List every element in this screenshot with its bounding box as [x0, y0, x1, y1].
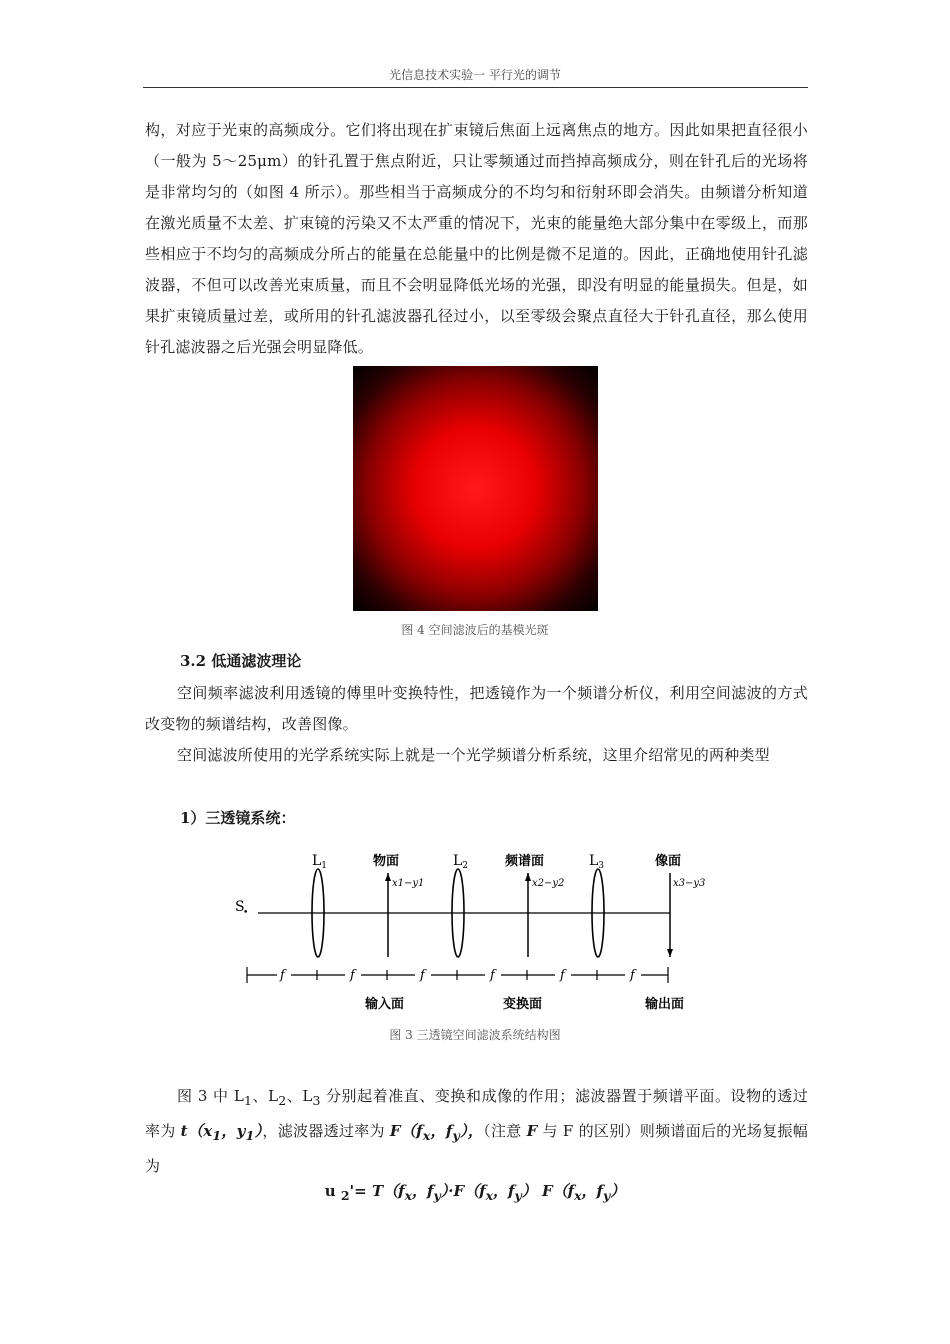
f-label-6: f [630, 968, 635, 983]
f-label-5: f [560, 968, 565, 983]
paragraph-lens-roles: 图 3 中 $L_1$、$L_2$、$L_3$ 分别起着准直、变换和成像的作用；滤波器置于频谱平面。设物的透过率为 $t(x_1$，$y_1$），滤波器透过率为 $F(f_x$，$f_y$），（注意 F 与 F 的区别）则频谱面后的光场复振幅为 [145, 1087, 808, 1175]
paragraph-spatial-filtering: 空间频率滤波利用透镜的傅里叶变换特性，把透镜作为一个频谱分析仪，利用空间滤波的方式改变物的频谱结构，改善图像。 [145, 684, 808, 733]
coord1-label: x1−y1 [392, 878, 425, 889]
coord3-label: x3−y3 [673, 878, 706, 889]
header-title: 光信息技术实验一 平行光的调节 [389, 68, 561, 82]
paragraph-optical-system: 空间滤波所使用的光学系统实际上就是一个光学频谱分析系统，这里介绍常见的两种类型 [177, 746, 770, 764]
f-label-4: f [490, 968, 495, 983]
lens3-label: $L_3$ [589, 853, 605, 871]
spectrum-plane-arrow [525, 873, 531, 881]
header-rule [143, 87, 808, 88]
f-label-2: f [350, 968, 355, 983]
complex-amplitude-formula: u $_2'= T(f_x$，$f_y)\cdot F(f_x$，$f_y$） $F(f_x$，$f_y$） [324, 1182, 626, 1203]
f-label-1: f [280, 968, 285, 983]
coord2-label: x2−y2 [532, 878, 565, 889]
fundamental-mode-spot-image [353, 366, 598, 611]
spectrum-plane-label: 频谱面 [505, 854, 545, 869]
output-plane-label: 输出面 [645, 997, 685, 1012]
f-label-3: f [420, 968, 425, 983]
lens2-label: $L_2$ [453, 853, 469, 871]
paragraph-pinhole-filter: 构，对应于光束的高频成分。它们将出现在扩束镜后焦面上远离焦点的地方。因此如果把直径很小（一般为 5～25μm）的针孔置于焦点附近，只让零频通过而挡掉高频成分，则在针孔后的光场将是非常均匀的（如图 4 所示）。那些相当于高频成分的不均匀和衍射环即会消失。由频谱分析知道在激光质量不太差、扩束镜的污染又不太严重的情况下，光束的能量绝大部分集中在零级上，而那些相应于不均匀的高频成分所占的能量在总能量中的比例是微不足道的。因此，正确地使用针孔滤波器，不但可以改善光束质量，而且不会明显降低光场的光强，即没有明显的能量损失。但是，如果扩束镜质量过差，或所用的针孔滤波器孔径过小，以至零级会聚点直径大于针孔直径，那么使用针孔滤波器之后光强会明显降低。 [145, 121, 808, 356]
image-plane-label: 像面 [655, 854, 682, 869]
lens1-label: $L_1$ [312, 853, 328, 871]
focal-length-dimensions [247, 967, 668, 983]
transform-plane-label: 变换面 [503, 997, 543, 1012]
svg-text:•: • [243, 908, 249, 918]
input-plane-label: 输入面 [365, 997, 405, 1012]
subheading-three-lens: 1）三透镜系统： [180, 809, 296, 827]
image-plane-arrow [667, 949, 673, 957]
object-plane-label: 物面 [373, 854, 400, 869]
figure3-caption: 图 3 三透镜空间滤波系统结构图 [389, 1028, 561, 1042]
source-label: S [235, 899, 245, 915]
figure4-caption: 图 4 空间滤波后的基模光斑 [401, 623, 549, 637]
object-plane-arrow [385, 873, 391, 881]
section-heading: 3.2 低通滤波理论 [180, 652, 302, 670]
three-lens-system-diagram [225, 845, 725, 1020]
